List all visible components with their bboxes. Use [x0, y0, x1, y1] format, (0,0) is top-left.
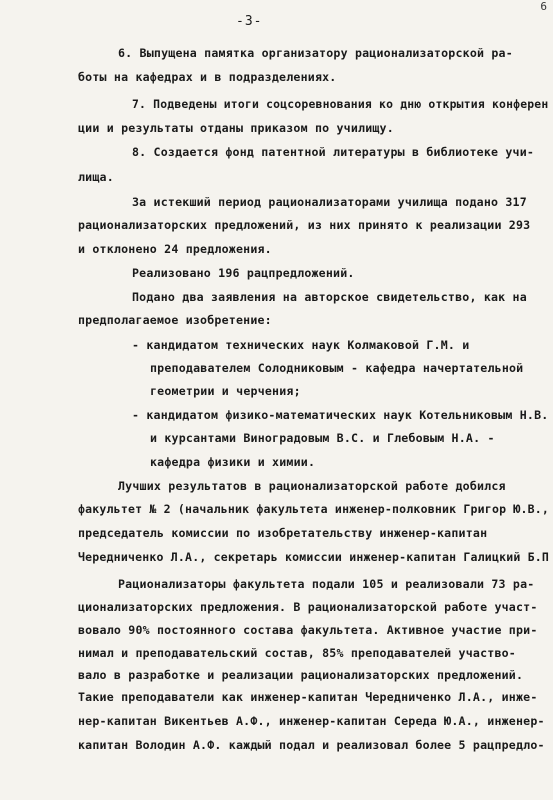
text-line: 7. Подведены итоги соцсоревнования ко дню открытия конферен [132, 97, 549, 111]
text-line: геометрии и черчения; [150, 384, 301, 398]
text-line: предполагаемое изобретение: [78, 313, 272, 327]
text-line: Такие преподаватели как инженер-капитан Чередниченко Л.А., инже- [78, 690, 538, 704]
text-line: вало в разработке и реализации рационализаторских предложений. [78, 668, 524, 682]
text-line: Чередниченко Л.А., секретарь комиссии инженер-капитан Галицкий Б.П [78, 550, 550, 564]
text-line: нимал и преподавательский состав, 85% преподавателей участво- [78, 646, 516, 660]
text-line: и курсантами Виноградовым В.С. и Глебовым Н.А. - [150, 431, 495, 445]
text-line: факультет № 2 (начальник факультета инженер-полковник Григор Ю.В., [78, 502, 550, 516]
text-line: боты на кафедрах и в подразделениях. [78, 70, 337, 84]
text-line: рационализаторских предложений, из них принято к реализации 293 [78, 218, 531, 232]
corner-mark: 6 [540, 0, 547, 13]
text-line: нер-капитан Викентьев А.Ф., инженер-капитан Середа Ю.А., инженер- [78, 714, 545, 728]
text-line: кафедра физики и химии. [150, 455, 316, 469]
text-line: ции и результаты отданы приказом по училищу. [78, 121, 394, 135]
text-line: ционализаторских предложения. В рационализаторской работе участ- [78, 600, 538, 614]
page-number: -3- [236, 14, 263, 29]
text-line: - кандидатом физико-математических наук Котельниковым Н.В. [132, 408, 549, 422]
text-line: За истекший период рационализаторами училища подано 317 [132, 195, 527, 209]
text-line: председатель комиссии по изобретательству инженер-капитан [78, 526, 488, 540]
text-line: Рационализаторы факультета подали 105 и реализовали 73 ра- [118, 577, 535, 591]
text-line: преподавателем Солодниковым - кафедра начертательной [150, 361, 524, 375]
text-line: Реализовано 196 рацпредложений. [132, 266, 355, 280]
text-line: Подано два заявления на авторское свидетельство, как на [132, 290, 527, 304]
text-line: вовало 90% постоянного состава факультета. Активное участие при- [78, 623, 538, 637]
text-line: Лучших результатов в рационализаторской работе добился [118, 479, 506, 493]
text-line: 8. Создается фонд патентной литературы в библиотеке учи- [132, 145, 535, 159]
text-line: 6. Выпущена памятка организатору рационализаторской ра- [118, 46, 513, 60]
text-line: - кандидатом технических наук Колмаковой Г.М. и [132, 338, 470, 352]
text-line: и отклонено 24 предложения. [78, 242, 272, 256]
text-line: капитан Володин А.Ф. каждый подал и реализовал более 5 рацпредло- [78, 738, 545, 752]
text-line: лища. [78, 170, 114, 184]
